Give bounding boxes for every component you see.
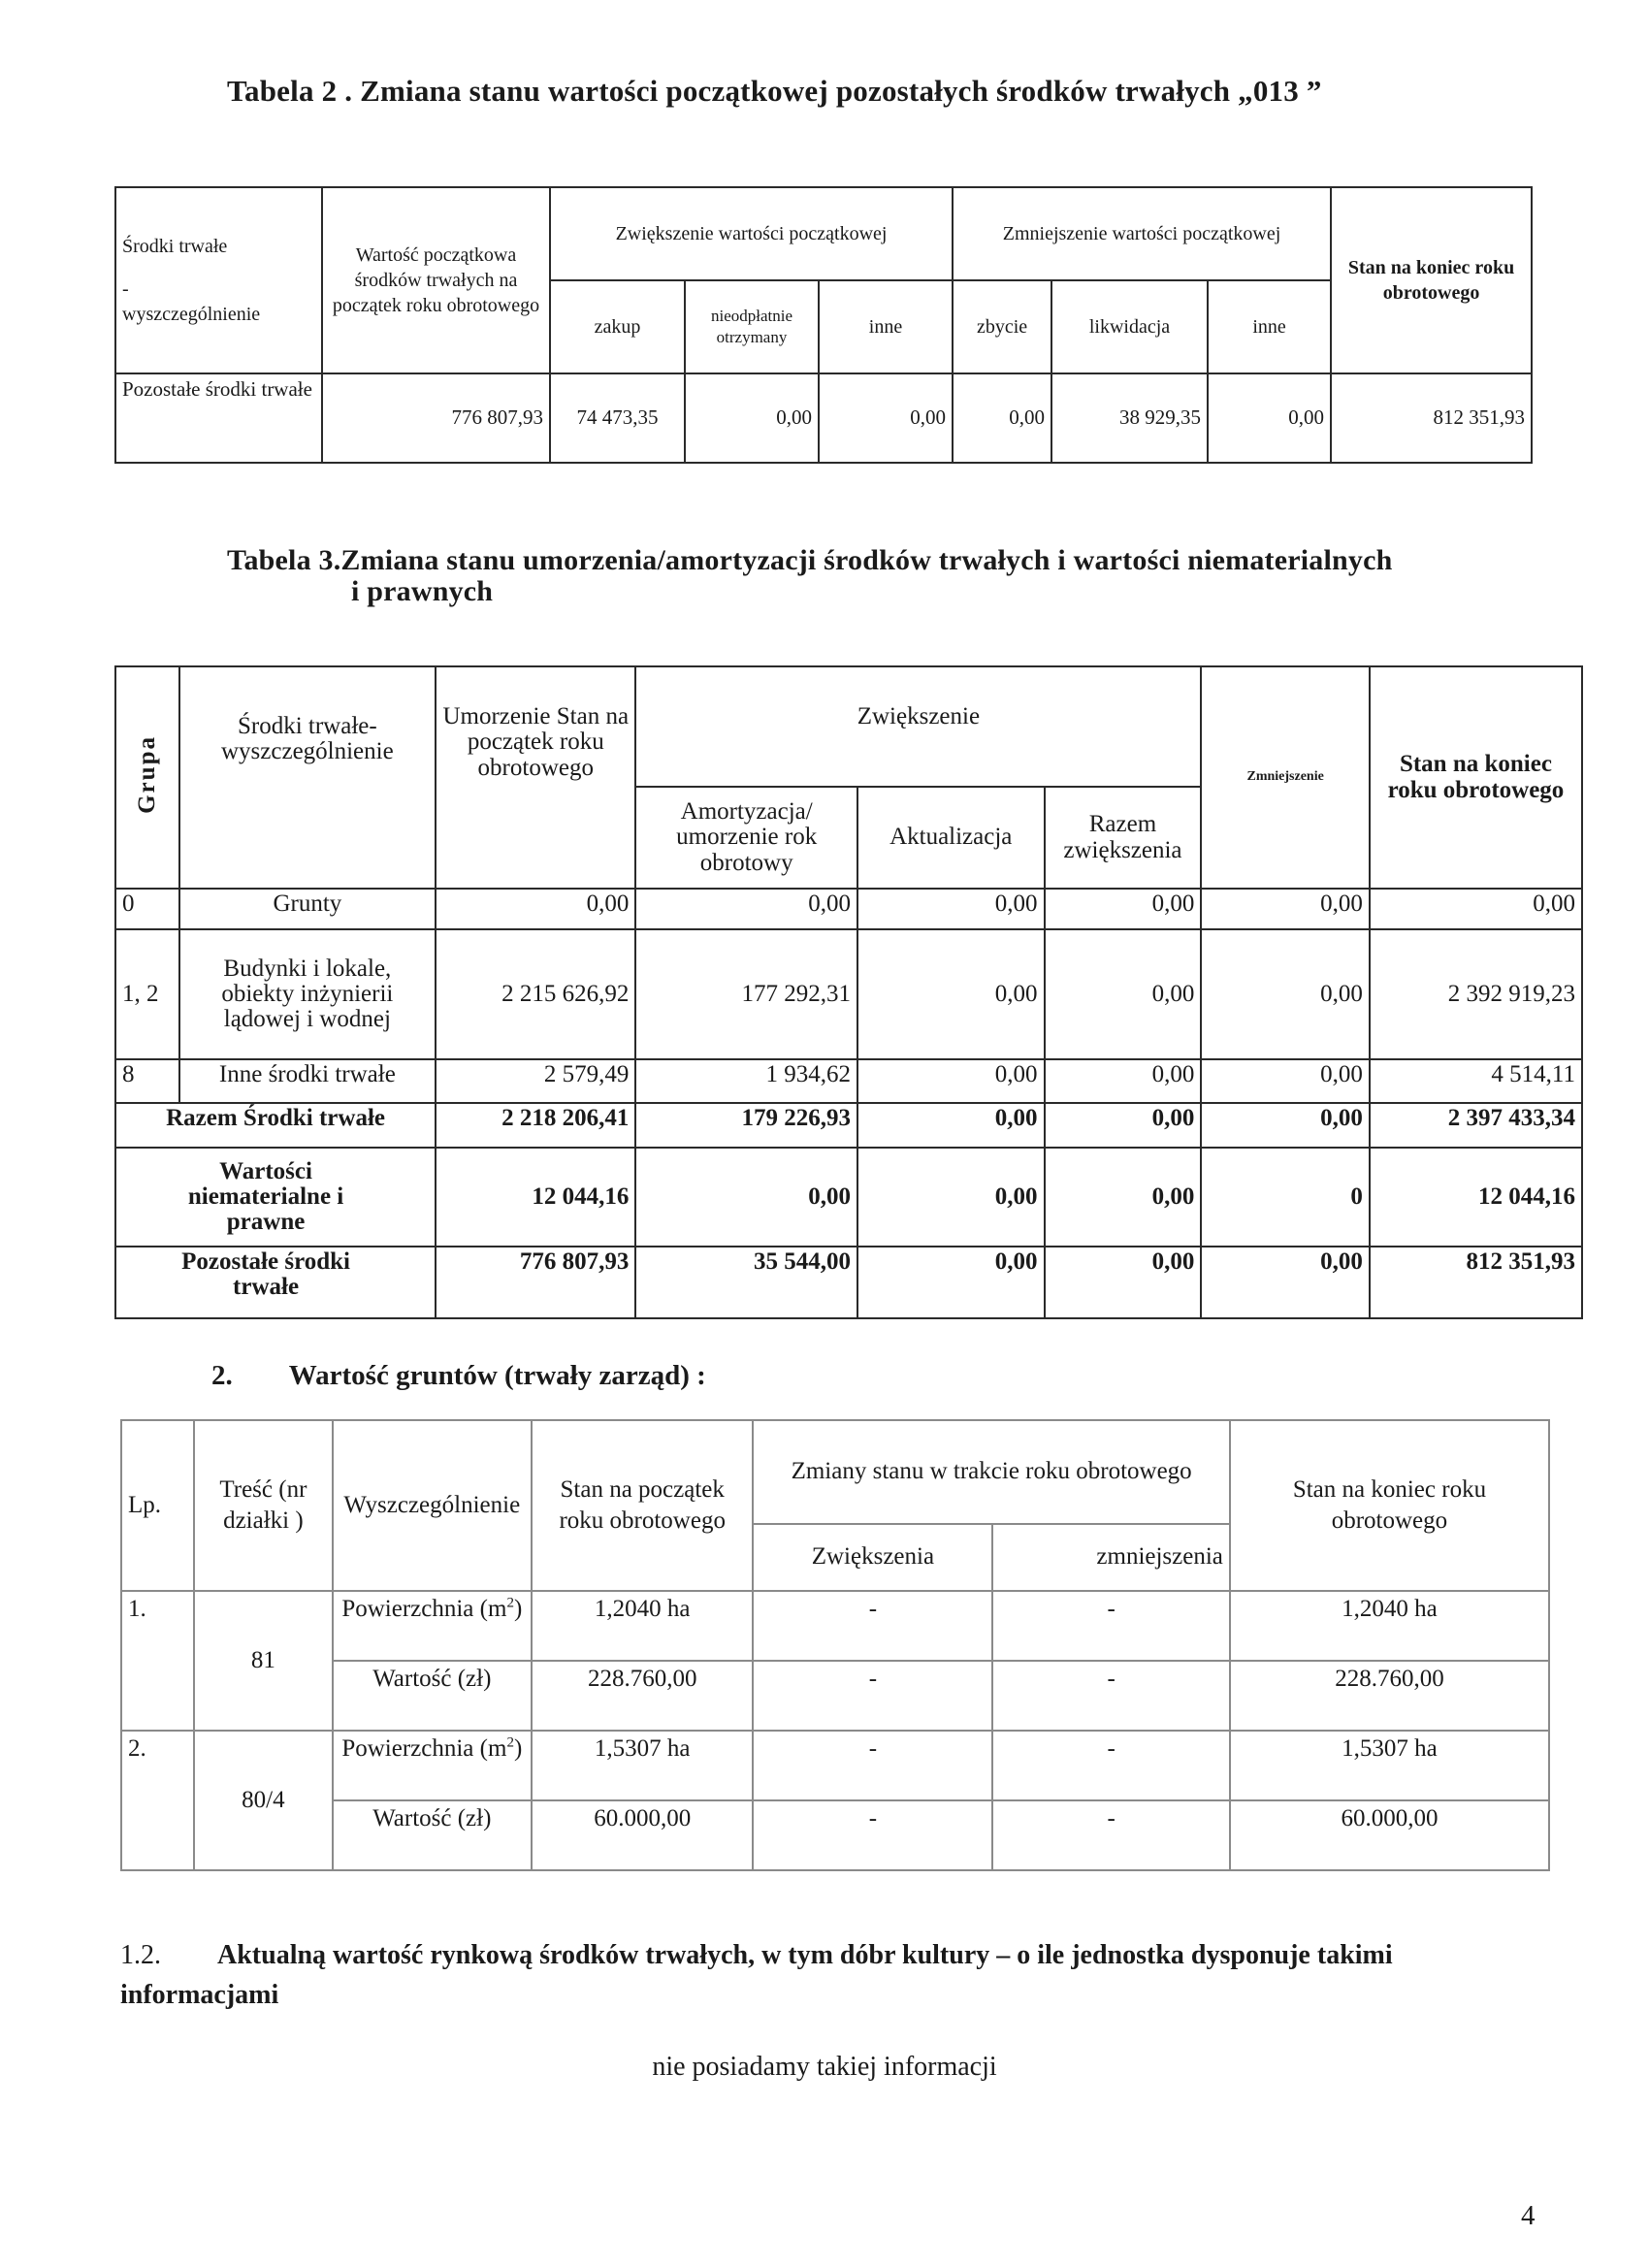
- t4-label-sup: 2: [506, 1734, 514, 1751]
- t2-header-name-line2: -: [122, 278, 129, 300]
- t3-cell-name: Budynki i lokale, obiekty inżynierii lądowej i wodnej: [179, 929, 436, 1059]
- section12-title: Aktualną wartość rynkową środków trwałych, w tym dóbr kultury – o ile jednostka dysponuje takimi informacjami: [120, 1940, 1393, 2010]
- t2-cell-nieodplatnie: 0,00: [685, 373, 819, 463]
- t3-sum-razem: 0,00: [1045, 1103, 1202, 1148]
- t3-sum-start: 12 044,16: [436, 1148, 635, 1247]
- t4-cell-start: 228.760,00: [532, 1661, 753, 1731]
- t3-cell-end: 2 392 919,23: [1370, 929, 1582, 1059]
- t4-header-end: Stan na koniec roku obrotowego: [1230, 1420, 1549, 1591]
- t4-cell-end: 1,2040 ha: [1230, 1591, 1549, 1661]
- t3-sum-end: 812 351,93: [1370, 1247, 1582, 1318]
- t4-cell-lp: 2.: [121, 1731, 194, 1870]
- t4-cell-label: [333, 1731, 532, 1800]
- t3-cell-aktual: 0,00: [857, 1059, 1045, 1103]
- t3-cell-aktual: 0,00: [857, 929, 1045, 1059]
- t4-cell-start: 1,2040 ha: [532, 1591, 753, 1661]
- t3-cell-amort: 177 292,31: [635, 929, 857, 1059]
- t4-cell-inc: -: [753, 1731, 992, 1800]
- t2-header-nieodplatnie: nieodpłatnie otrzymany: [685, 280, 819, 373]
- t2-header-start-value: Wartość początkowa środków trwałych na początek roku obrotowego: [322, 187, 550, 373]
- t4-cell-end: 228.760,00: [1230, 1661, 1549, 1731]
- t3-sum-decrease: 0: [1201, 1148, 1370, 1247]
- section2-title: Wartość gruntów (trwały zarząd) :: [288, 1360, 706, 1391]
- table3-title-line1: Tabela 3.Zmiana stanu umorzenia/amortyzacji środków trwałych i wartości niematerialnych: [227, 544, 1393, 576]
- t4-header-wyszczegolnienie: Wyszczególnienie: [333, 1420, 532, 1591]
- summary-row: [115, 1247, 1582, 1318]
- section2-heading: [211, 1360, 706, 1392]
- page-number: 4: [1521, 2200, 1536, 2231]
- t2-cell-zakup: 74 473,35: [550, 373, 685, 463]
- t3-cell-razem: 0,00: [1045, 889, 1202, 929]
- t4-cell-dec: -: [992, 1800, 1229, 1870]
- section2-number: 2.: [211, 1360, 233, 1391]
- section12-answer: nie posiadamy takiej informacji: [652, 2052, 997, 2082]
- t2-header-decrease: Zmniejszenie wartości początkowej: [953, 187, 1331, 280]
- table-row: [115, 373, 1532, 463]
- t2-cell-inne-inc: 0,00: [819, 373, 953, 463]
- table3-title-line2: i prawnych: [351, 574, 494, 607]
- t2-header-zbycie: zbycie: [953, 280, 1051, 373]
- t3-header-name: Środki trwałe- wyszczególnienie: [179, 666, 436, 889]
- t2-header-zakup: zakup: [550, 280, 685, 373]
- t4-label-text: Powierzchnia (m: [341, 1735, 507, 1762]
- t2-header-inne-inc: inne: [819, 280, 953, 373]
- t3-header-grupa: [115, 666, 179, 889]
- summary-row: [115, 1103, 1582, 1148]
- table3-title: [227, 545, 1393, 606]
- t4-header-start: Stan na początek roku obrotowego: [532, 1420, 753, 1591]
- t4-cell-start: 60.000,00: [532, 1800, 753, 1870]
- t3-header-decrease: Zmniejszenie: [1201, 666, 1370, 889]
- t3-sum-start: 2 218 206,41: [436, 1103, 635, 1148]
- t2-cell-start: 776 807,93: [322, 373, 550, 463]
- t4-header-changes: Zmiany stanu w trakcie roku obrotowego: [753, 1420, 1230, 1524]
- table-row: [115, 889, 1582, 929]
- t3-cell-end: 0,00: [1370, 889, 1582, 929]
- t3-cell-start: 0,00: [436, 889, 635, 929]
- t3-cell-start: 2 579,49: [436, 1059, 635, 1103]
- t4-cell-lp: 1.: [121, 1591, 194, 1731]
- table-row: [121, 1661, 1549, 1731]
- t2-cell-name: Pozostałe środki trwałe: [115, 373, 322, 463]
- t3-sum-razem: 0,00: [1045, 1247, 1202, 1318]
- t3-sum-end: 12 044,16: [1370, 1148, 1582, 1247]
- t3-header-increase: Zwiększenie: [635, 666, 1201, 787]
- t4-cell-inc: -: [753, 1800, 992, 1870]
- t3-sum-name: Razem Środki trwałe: [115, 1103, 436, 1148]
- t2-header-inne-dec: inne: [1208, 280, 1331, 373]
- t3-sum-start: 776 807,93: [436, 1247, 635, 1318]
- table2: [114, 186, 1533, 464]
- t4-cell-plot: 81: [194, 1591, 332, 1731]
- t3-cell-end: 4 514,11: [1370, 1059, 1582, 1103]
- t3-cell-amort: 1 934,62: [635, 1059, 857, 1103]
- table2-title: Tabela 2 . Zmiana stanu wartości początkowej pozostałych środków trwałych „013 ”: [227, 74, 1322, 108]
- table-row: [115, 1059, 1582, 1103]
- t4-header-zwiekszenia: Zwiększenia: [753, 1524, 992, 1591]
- t3-header-amortyzacja: Amortyzacja/ umorzenie rok obrotowy: [635, 787, 857, 889]
- t3-sum-end: 2 397 433,34: [1370, 1103, 1582, 1148]
- t3-cell-group: 8: [115, 1059, 179, 1103]
- t3-sum-amort: 35 544,00: [635, 1247, 857, 1318]
- t3-header-aktualizacja: Aktualizacja: [857, 787, 1045, 889]
- section12-paragraph: [120, 1936, 1517, 2015]
- t3-sum-name: Wartości niematerialne i prawne: [115, 1148, 436, 1247]
- t3-cell-start: 2 215 626,92: [436, 929, 635, 1059]
- t3-cell-group: 1, 2: [115, 929, 179, 1059]
- t3-cell-amort: 0,00: [635, 889, 857, 929]
- t4-cell-label: Wartość (zł): [333, 1661, 532, 1731]
- t3-cell-decrease: 0,00: [1201, 929, 1370, 1059]
- t4-cell-label: Wartość (zł): [333, 1800, 532, 1870]
- t3-header-grupa-label: Grupa: [133, 734, 160, 814]
- t3-sum-amort: 179 226,93: [635, 1103, 857, 1148]
- t2-header-likwidacja: likwidacja: [1051, 280, 1208, 373]
- t4-cell-inc: -: [753, 1591, 992, 1661]
- t3-cell-name: Grunty: [179, 889, 436, 929]
- t3-sum-decrease: 0,00: [1201, 1247, 1370, 1318]
- table3: [114, 665, 1583, 1319]
- t3-sum-aktual: 0,00: [857, 1148, 1045, 1247]
- t4-cell-start: 1,5307 ha: [532, 1731, 753, 1800]
- t3-cell-decrease: 0,00: [1201, 1059, 1370, 1103]
- t3-cell-razem: 0,00: [1045, 1059, 1202, 1103]
- t4-label-end: ): [513, 1735, 523, 1762]
- t2-header-name: [115, 187, 322, 373]
- t2-header-name-line3: wyszczególnienie: [122, 304, 261, 325]
- t4-cell-end: 1,5307 ha: [1230, 1731, 1549, 1800]
- t2-header-end-value: Stan na koniec roku obrotowego: [1331, 187, 1532, 373]
- t4-cell-plot: 80/4: [194, 1731, 332, 1870]
- t3-sum-aktual: 0,00: [857, 1103, 1045, 1148]
- t2-cell-end: 812 351,93: [1331, 373, 1532, 463]
- t4-cell-end: 60.000,00: [1230, 1800, 1549, 1870]
- t4-header-tresc: Treść (nr działki ): [194, 1420, 332, 1591]
- t3-sum-name: Pozostałe środki trwałe: [115, 1247, 436, 1318]
- t4-cell-dec: -: [992, 1731, 1229, 1800]
- t3-cell-group: 0: [115, 889, 179, 929]
- t4-cell-dec: -: [992, 1591, 1229, 1661]
- t3-cell-name: Inne środki trwałe: [179, 1059, 436, 1103]
- t2-cell-zbycie: 0,00: [953, 373, 1051, 463]
- t3-cell-razem: 0,00: [1045, 929, 1202, 1059]
- t4-label-text: Powierzchnia (m: [341, 1596, 507, 1622]
- t4-header-lp: Lp.: [121, 1420, 194, 1591]
- table-row: [121, 1591, 1549, 1661]
- t4-cell-inc: -: [753, 1661, 992, 1731]
- t4-header-zmniejszenia: zmniejszenia: [992, 1524, 1229, 1591]
- t3-sum-razem: 0,00: [1045, 1148, 1202, 1247]
- table4: [120, 1419, 1550, 1871]
- t3-cell-decrease: 0,00: [1201, 889, 1370, 929]
- table-row: [121, 1800, 1549, 1870]
- section12-number: 1.2.: [120, 1940, 161, 1970]
- t2-header-name-line1: Środki trwałe: [122, 236, 228, 257]
- t3-sum-decrease: 0,00: [1201, 1103, 1370, 1148]
- t4-cell-dec: -: [992, 1661, 1229, 1731]
- table-row: [121, 1731, 1549, 1800]
- t3-header-end: Stan na koniec roku obrotowego: [1370, 666, 1582, 889]
- table-row: [115, 929, 1582, 1059]
- t2-header-increase: Zwiększenie wartości początkowej: [550, 187, 953, 280]
- t3-sum-aktual: 0,00: [857, 1247, 1045, 1318]
- t4-label-end: ): [513, 1596, 523, 1622]
- t3-sum-amort: 0,00: [635, 1148, 857, 1247]
- t3-header-start: Umorzenie Stan na początek roku obrotowego: [436, 666, 635, 889]
- t2-cell-likwidacja: 38 929,35: [1051, 373, 1208, 463]
- t4-label-sup: 2: [506, 1595, 514, 1611]
- t2-cell-inne-dec: 0,00: [1208, 373, 1331, 463]
- summary-row: [115, 1148, 1582, 1247]
- t3-cell-aktual: 0,00: [857, 889, 1045, 929]
- t3-header-razem: Razem zwiększenia: [1045, 787, 1202, 889]
- t4-cell-label: [333, 1591, 532, 1661]
